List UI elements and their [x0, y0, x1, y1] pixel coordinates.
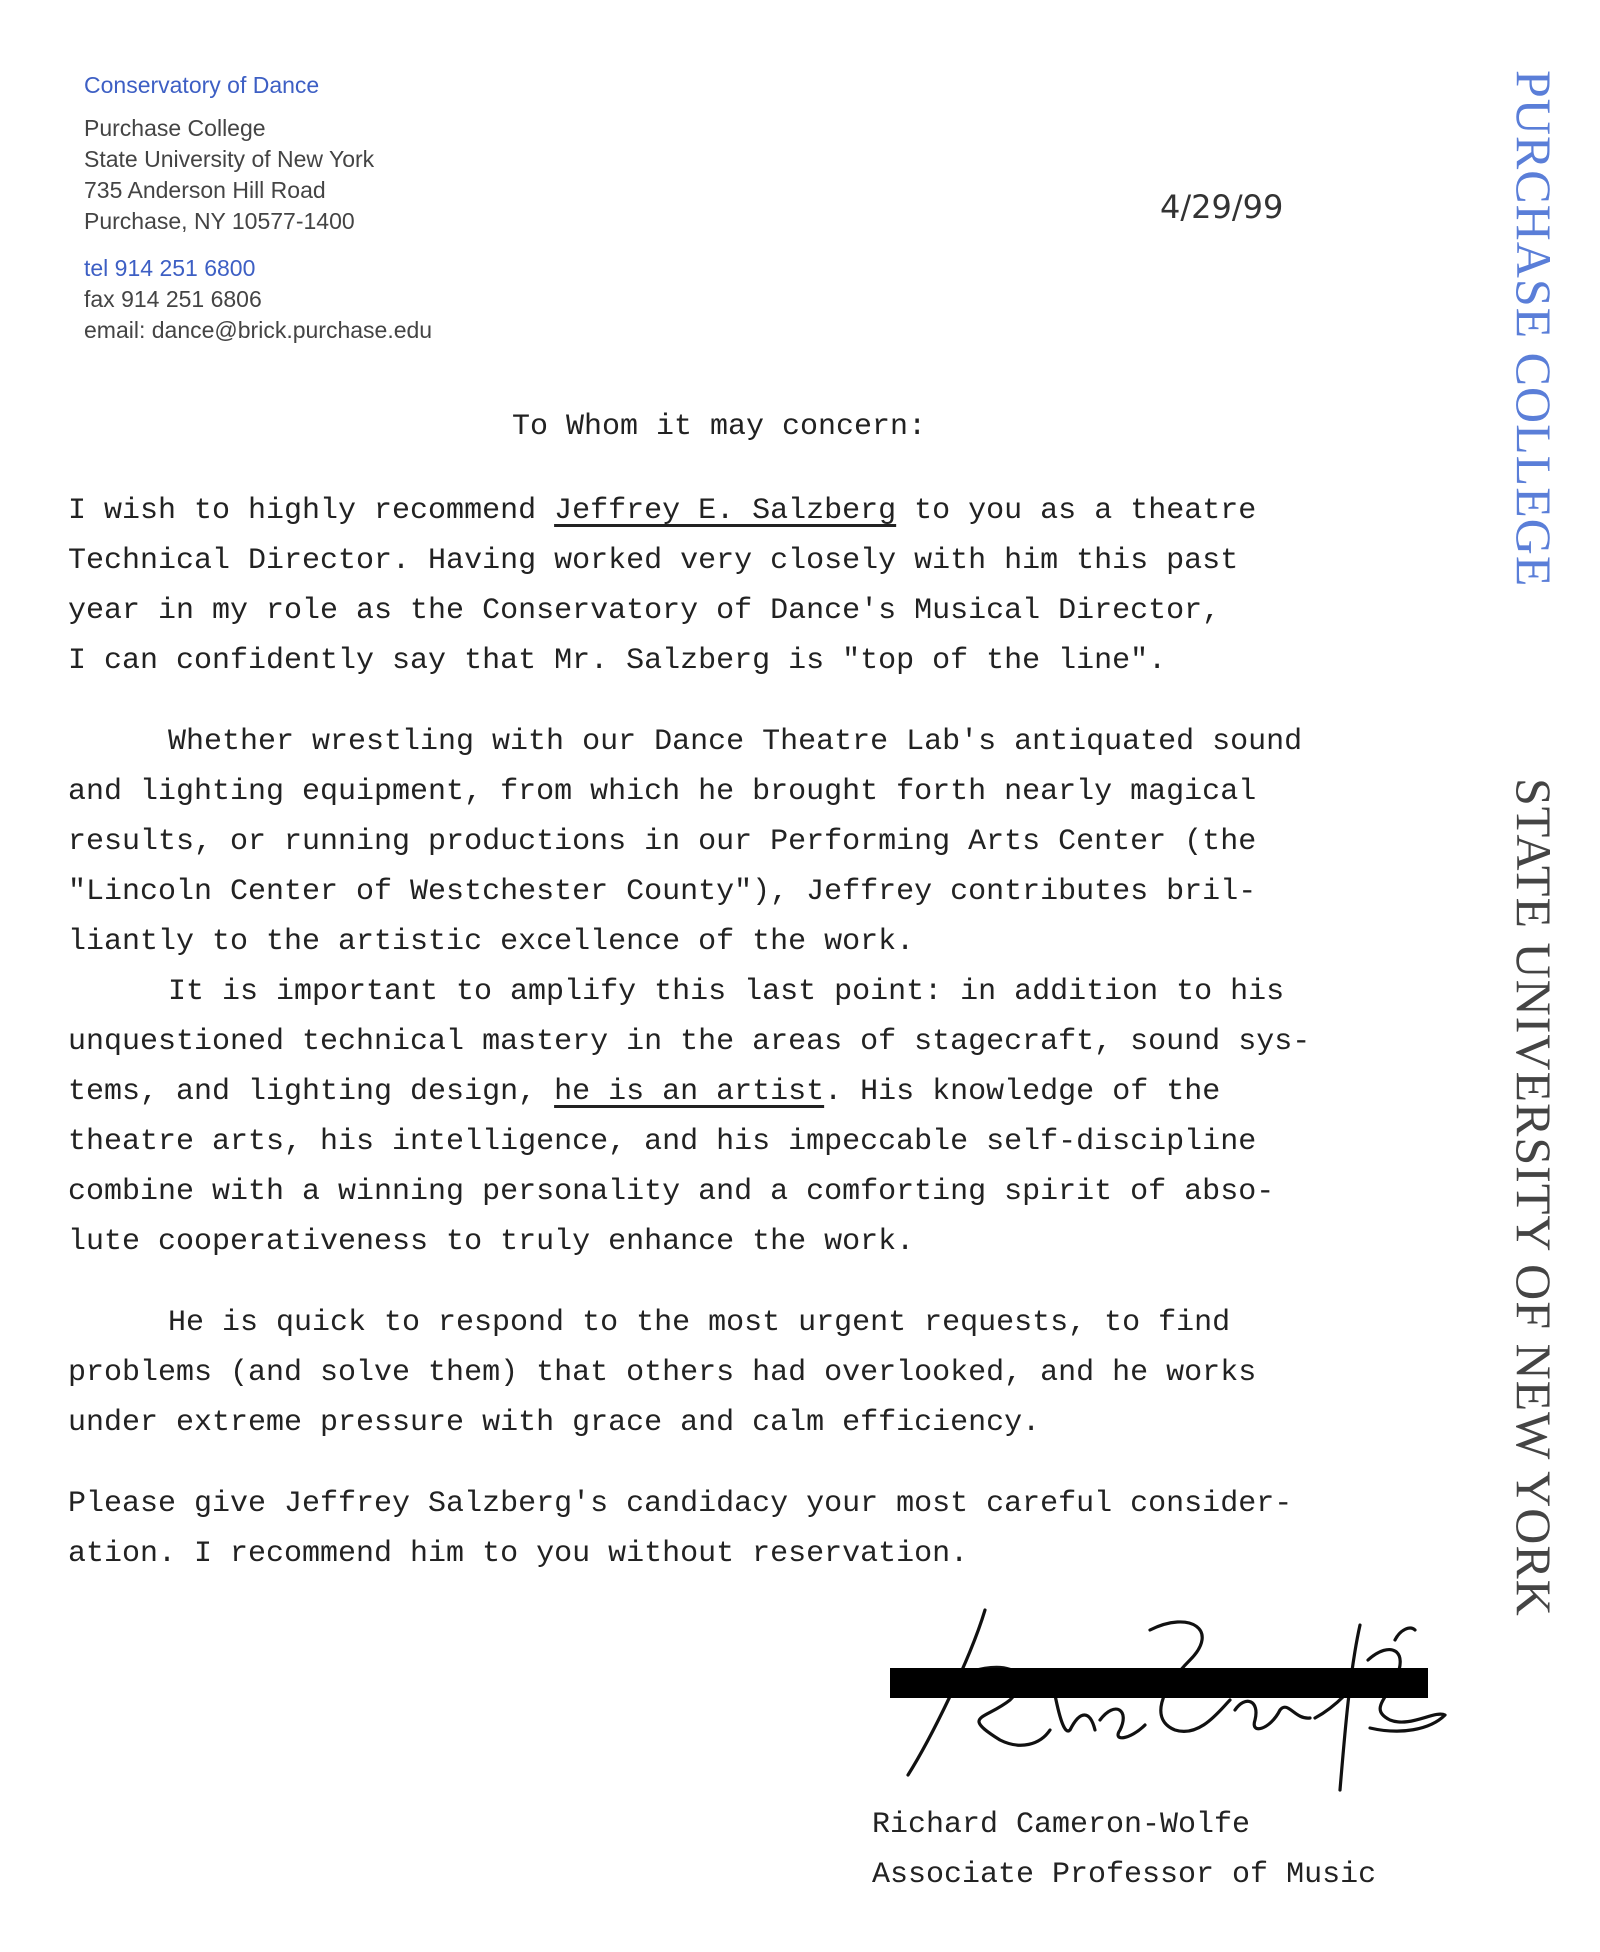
- body-line: "Lincoln Center of Westchester County"), Jeffrey contributes bril-: [68, 875, 1257, 909]
- signer-name: Richard Cameron-Wolfe: [872, 1808, 1251, 1842]
- contact-block: [84, 253, 432, 346]
- redaction-bar: [890, 1668, 1428, 1698]
- paragraph-3: [68, 967, 1448, 1267]
- signer-title: Associate Professor of Music: [872, 1858, 1377, 1892]
- paragraph-5: [68, 1479, 1448, 1579]
- letter-body: [68, 486, 1448, 1610]
- address-block: [84, 113, 432, 237]
- tel-number: tel 914 251 6800: [84, 255, 256, 281]
- sidebar-college-name: PURCHASE COLLEGE: [1506, 70, 1562, 588]
- text-run: . His knowledge of the: [824, 1075, 1221, 1109]
- body-line: liantly to the artistic excellence of the work.: [68, 925, 915, 959]
- letterhead: [84, 70, 432, 346]
- body-line: theatre arts, his intelligence, and his impeccable self-discipline: [68, 1125, 1257, 1159]
- body-line: He is quick to respond to the most urgent requests, to find: [168, 1306, 1231, 1340]
- signer-block: [872, 1800, 1376, 1900]
- body-line: year in my role as the Conservatory of Dance's Musical Director,: [68, 594, 1221, 628]
- letter-date: 4/29/99: [1160, 188, 1284, 226]
- vertical-institution-banner: [1506, 70, 1562, 1790]
- body-line: lute cooperativeness to truly enhance the work.: [68, 1225, 915, 1259]
- paragraph-4: [68, 1298, 1448, 1448]
- body-line: under extreme pressure with grace and calm efficiency.: [68, 1406, 1041, 1440]
- body-line: unquestioned technical mastery in the areas of stagecraft, sound sys-: [68, 1025, 1311, 1059]
- salutation: To Whom it may concern:: [512, 410, 927, 444]
- email-address: email: dance@brick.purchase.edu: [84, 317, 433, 343]
- body-line: [68, 1067, 1448, 1117]
- city-state-zip: Purchase, NY 10577-1400: [84, 208, 355, 234]
- text-run: tems, and lighting design,: [68, 1075, 555, 1109]
- sidebar-university-name: STATE UNIVERSITY OF NEW YORK: [1506, 778, 1562, 1617]
- body-line: Please give Jeffrey Salzberg's candidacy your most careful consider-: [68, 1487, 1293, 1521]
- body-line: ation. I recommend him to you without reservation.: [68, 1537, 969, 1571]
- body-line: Technical Director. Having worked very closely with him this past: [68, 544, 1239, 578]
- department-name: Conservatory of Dance: [84, 72, 320, 98]
- signature-area: [890, 1600, 1450, 1800]
- fax-number: fax 914 251 6806: [84, 286, 262, 312]
- paragraph-1: [68, 486, 1448, 686]
- handwritten-signature: [890, 1600, 1450, 1800]
- body-line: Whether wrestling with our Dance Theatre Lab's antiquated sound: [168, 725, 1303, 759]
- body-line: problems (and solve them) that others had overlooked, and he works: [68, 1356, 1257, 1390]
- body-line: combine with a winning personality and a comforting spirit of abso-: [68, 1175, 1275, 1209]
- body-line: [68, 486, 1448, 536]
- college-name: Purchase College: [84, 115, 266, 141]
- candidate-name: Jeffrey E. Salzberg: [554, 494, 897, 528]
- text-run: I wish to highly recommend: [68, 494, 555, 528]
- street-address: 735 Anderson Hill Road: [84, 177, 326, 203]
- body-line: It is important to amplify this last point: in addition to his: [168, 975, 1285, 1009]
- emphasis-phrase: he is an artist: [554, 1075, 825, 1109]
- text-run: to you as a theatre: [896, 494, 1257, 528]
- university-name: State University of New York: [84, 146, 375, 172]
- paragraph-2: [68, 717, 1448, 967]
- body-line: results, or running productions in our Performing Arts Center (the: [68, 825, 1257, 859]
- body-line: I can confidently say that Mr. Salzberg is "top of the line".: [68, 644, 1167, 678]
- body-line: and lighting equipment, from which he brought forth nearly magical: [68, 775, 1257, 809]
